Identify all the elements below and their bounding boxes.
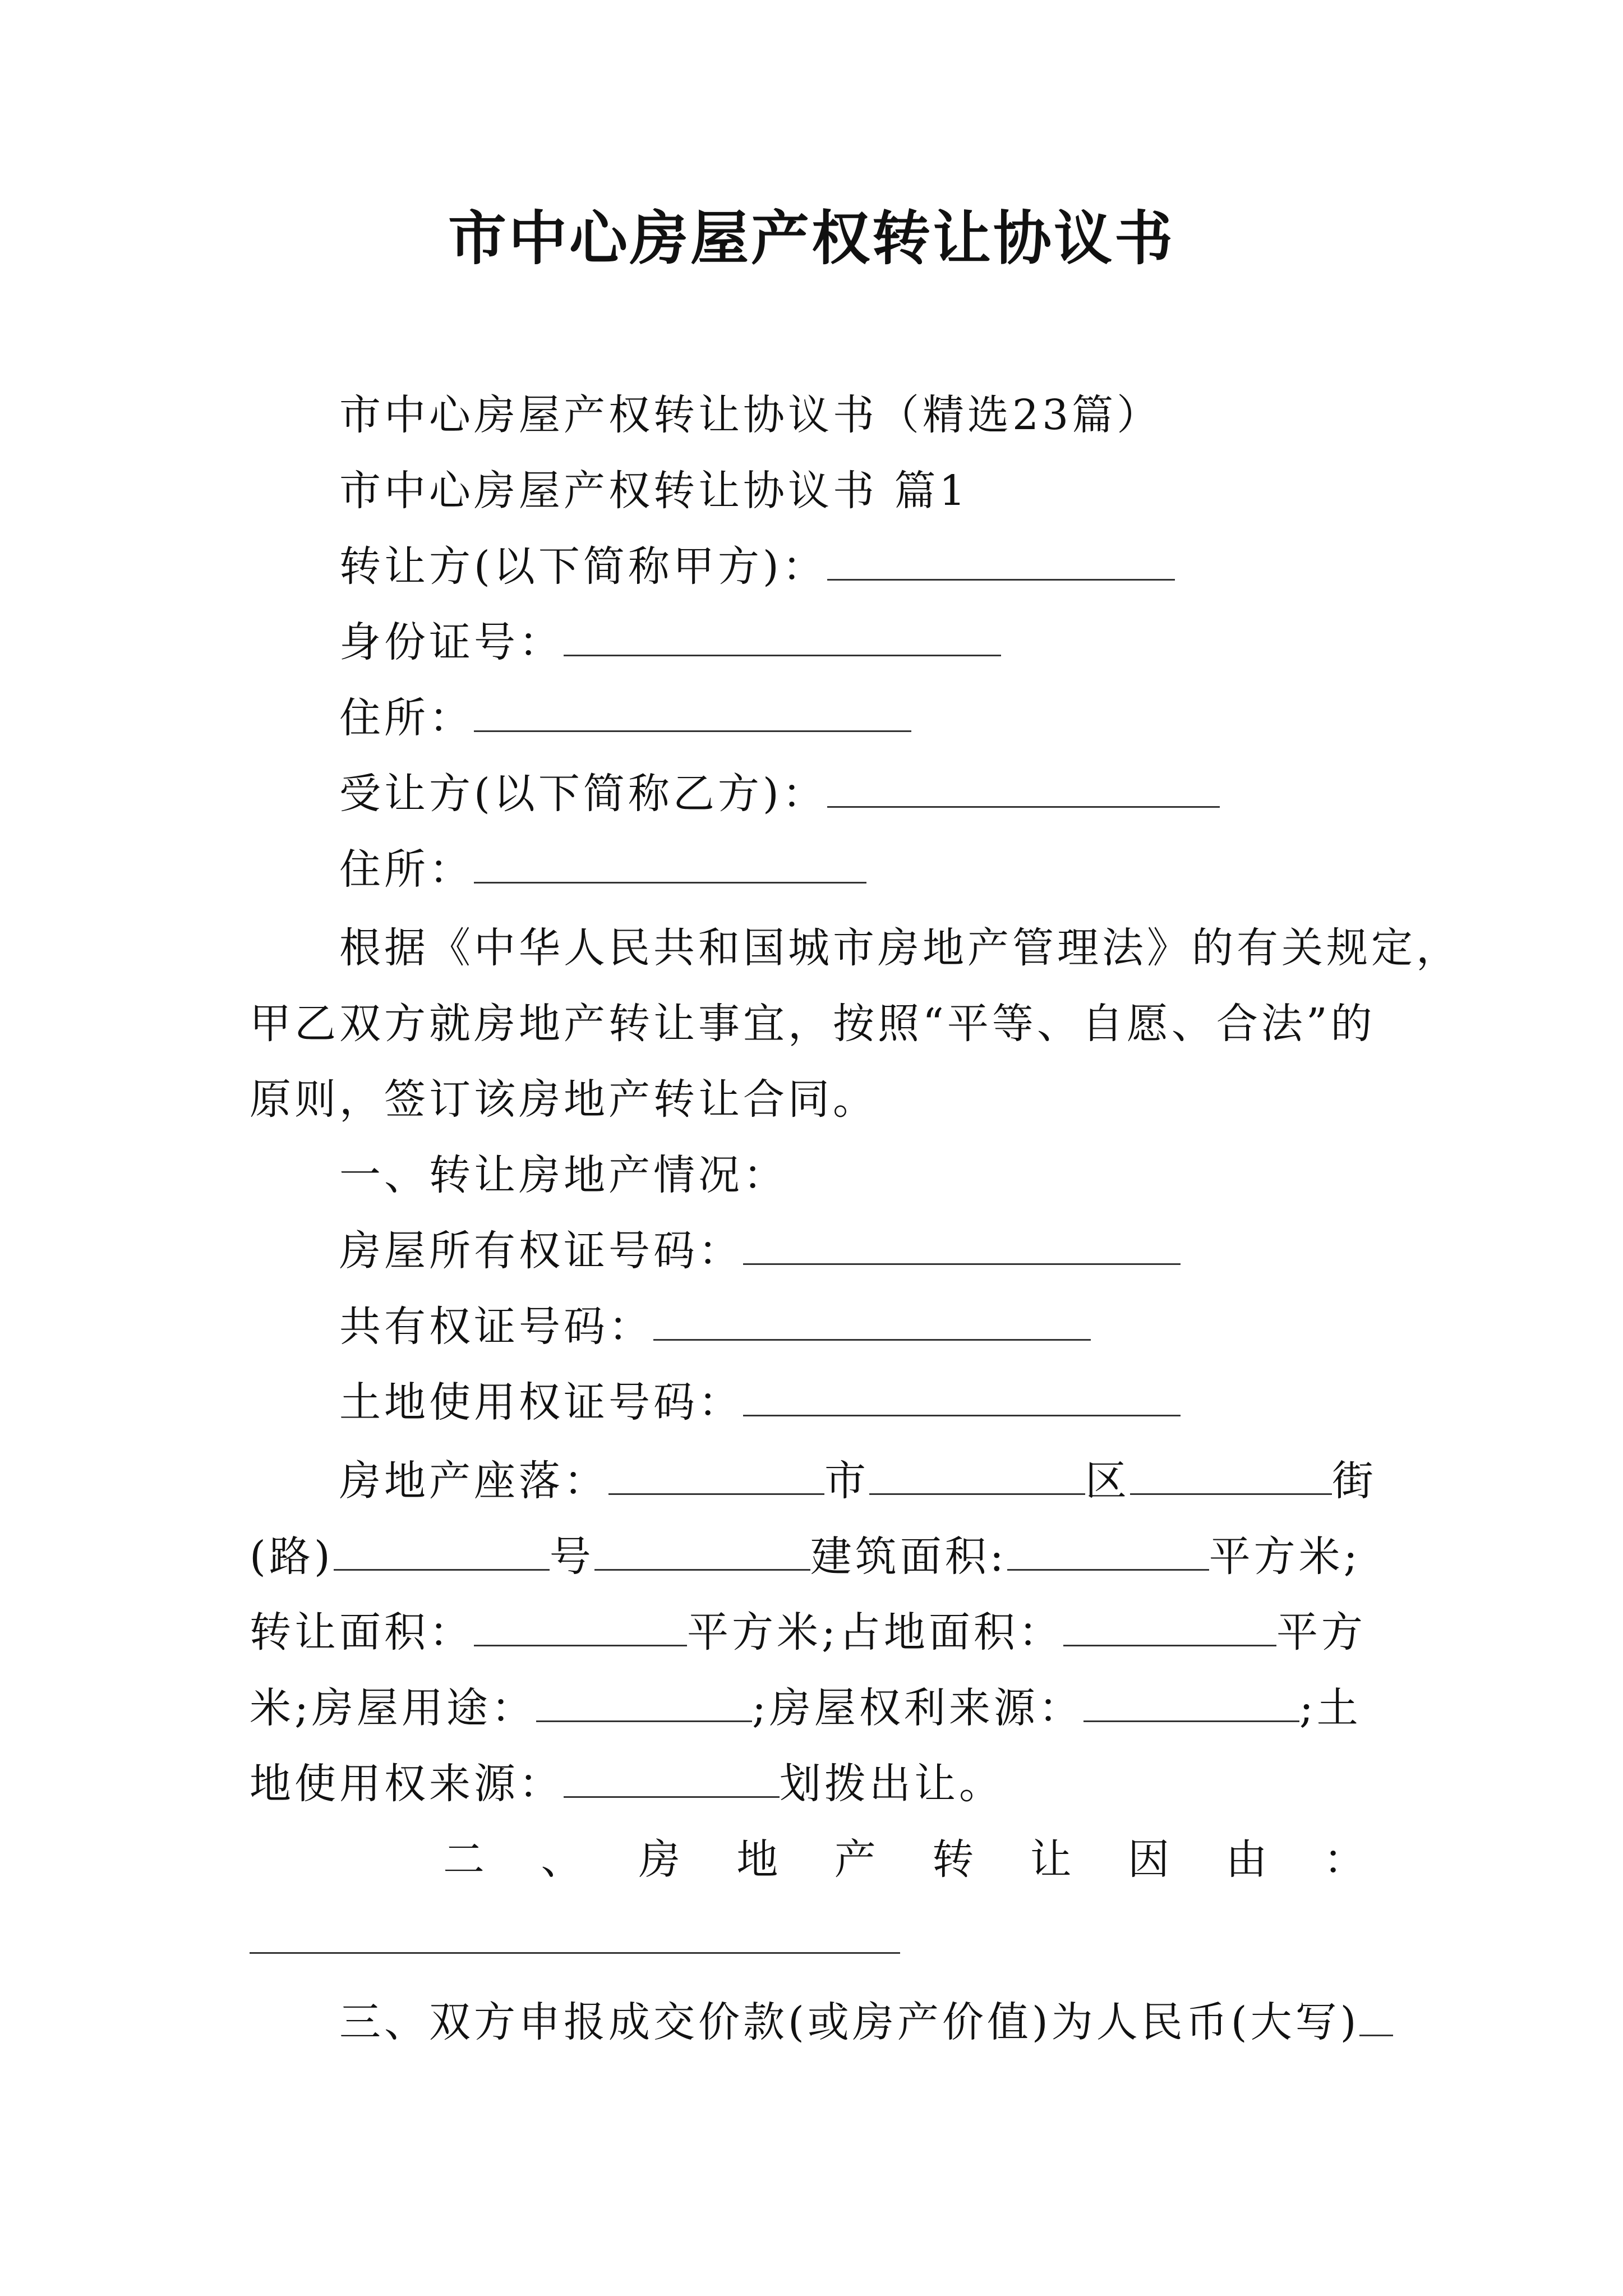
location-row-2 [250, 1529, 1361, 1585]
price-blank[interactable] [1359, 1995, 1393, 2036]
building-area-blank[interactable] [1007, 1530, 1209, 1571]
id-number-label: 身份证号： [339, 618, 564, 666]
building-area-label: 建筑面积: [810, 1533, 1007, 1581]
land-area-blank[interactable] [1063, 1605, 1276, 1646]
land-source-blank[interactable] [564, 1757, 780, 1798]
transferee-blank[interactable] [827, 767, 1220, 808]
paragraph-line: 根据《中华人民共和国城市房地产管理法》的有关规定， [339, 924, 1461, 972]
street-blank[interactable] [1130, 1454, 1332, 1495]
city-label: 市 [824, 1457, 869, 1505]
co-ownership-cert-row [339, 1299, 1091, 1355]
heading-char: 、 [541, 1835, 586, 1884]
land-source-row [250, 1756, 1004, 1812]
road-label: (路) [250, 1533, 334, 1581]
heading-char: 二 [443, 1835, 488, 1884]
subtitle-part: 市中心房屋产权转让协议书 篇1 [339, 467, 969, 515]
land-source-options: 划拨出让。 [780, 1760, 1004, 1808]
usage-row [250, 1680, 1362, 1736]
paragraph-line: 原则，签订该房地产转让合同。 [250, 1075, 878, 1124]
heading-char: 由 [1225, 1835, 1271, 1884]
ownership-cert-row [339, 1223, 1181, 1279]
address-label: 住所： [339, 694, 474, 742]
city-blank[interactable] [608, 1454, 824, 1495]
area-row [250, 1604, 1366, 1660]
transfer-area-blank[interactable] [474, 1605, 687, 1646]
usage-label: 米;房屋用途： [250, 1684, 536, 1732]
subtitle-collection: 市中心房屋产权转让协议书（精选23篇） [339, 391, 1162, 439]
transfer-area-label: 转让面积： [250, 1608, 474, 1657]
heading-char: 产 [834, 1835, 879, 1884]
price-label: 三、双方申报成交价款(或房产价值)为人民币(大写) [339, 1998, 1360, 2046]
land-area-label: 平方米;占地面积： [687, 1608, 1063, 1657]
transferor-address-row [339, 690, 911, 746]
transferee-address-blank[interactable] [474, 843, 866, 884]
number-label: 号 [549, 1533, 594, 1581]
co-ownership-cert-blank[interactable] [653, 1300, 1091, 1341]
ownership-cert-label: 房屋所有权证号码： [339, 1227, 743, 1275]
district-blank[interactable] [869, 1454, 1085, 1495]
transferor-blank[interactable] [827, 540, 1175, 581]
heading-char: 因 [1128, 1835, 1173, 1884]
location-row [339, 1453, 1377, 1509]
land-cert-blank[interactable] [743, 1375, 1181, 1416]
id-number-row [339, 614, 1001, 670]
transferee-row [339, 766, 1220, 822]
transferee-address-row [339, 841, 866, 898]
heading-char: ： [1323, 1835, 1368, 1884]
co-ownership-cert-label: 共有权证号码： [339, 1303, 653, 1351]
land-cert-row [339, 1374, 1181, 1430]
address-label: 住所： [339, 845, 474, 894]
transferor-label: 转让方(以下简称甲方)： [339, 542, 827, 591]
heading-char: 地 [736, 1835, 782, 1884]
rights-source-label: ;房屋权利来源： [751, 1684, 1083, 1732]
price-row [339, 1994, 1393, 2050]
road-blank[interactable] [334, 1530, 550, 1571]
transfer-reason-blank[interactable] [250, 1952, 900, 1954]
section-heading-1: 一、转让房地产情况： [339, 1151, 788, 1199]
land-cert-label: 土地使用权证号码： [339, 1378, 743, 1427]
heading-char: 房 [638, 1835, 684, 1884]
usage-blank[interactable] [536, 1681, 752, 1722]
land-source-label: 地使用权来源： [250, 1760, 564, 1808]
document-title: 市中心房屋产权转让协议书 [448, 204, 1175, 273]
land-label: ;土 [1299, 1684, 1362, 1732]
sqm-label: 平方 [1276, 1608, 1366, 1657]
paragraph-line: 甲乙双方就房地产转让事宜，按照“平等、自愿、合法”的 [250, 1000, 1376, 1048]
section-heading-2 [443, 1832, 1368, 1888]
location-label: 房地产座落： [339, 1457, 608, 1505]
rights-source-blank[interactable] [1083, 1681, 1299, 1722]
ownership-cert-blank[interactable] [743, 1224, 1181, 1265]
heading-char: 让 [1030, 1835, 1075, 1884]
transferee-label: 受让方(以下简称乙方)： [339, 770, 827, 818]
street-label: 街 [1332, 1457, 1377, 1505]
heading-char: 转 [932, 1835, 978, 1884]
transferor-address-blank[interactable] [474, 691, 911, 732]
district-label: 区 [1085, 1457, 1130, 1505]
number-blank[interactable] [594, 1530, 810, 1571]
id-number-blank[interactable] [564, 615, 1001, 656]
sqm-label: 平方米; [1209, 1533, 1361, 1581]
transferor-row [339, 539, 1175, 595]
